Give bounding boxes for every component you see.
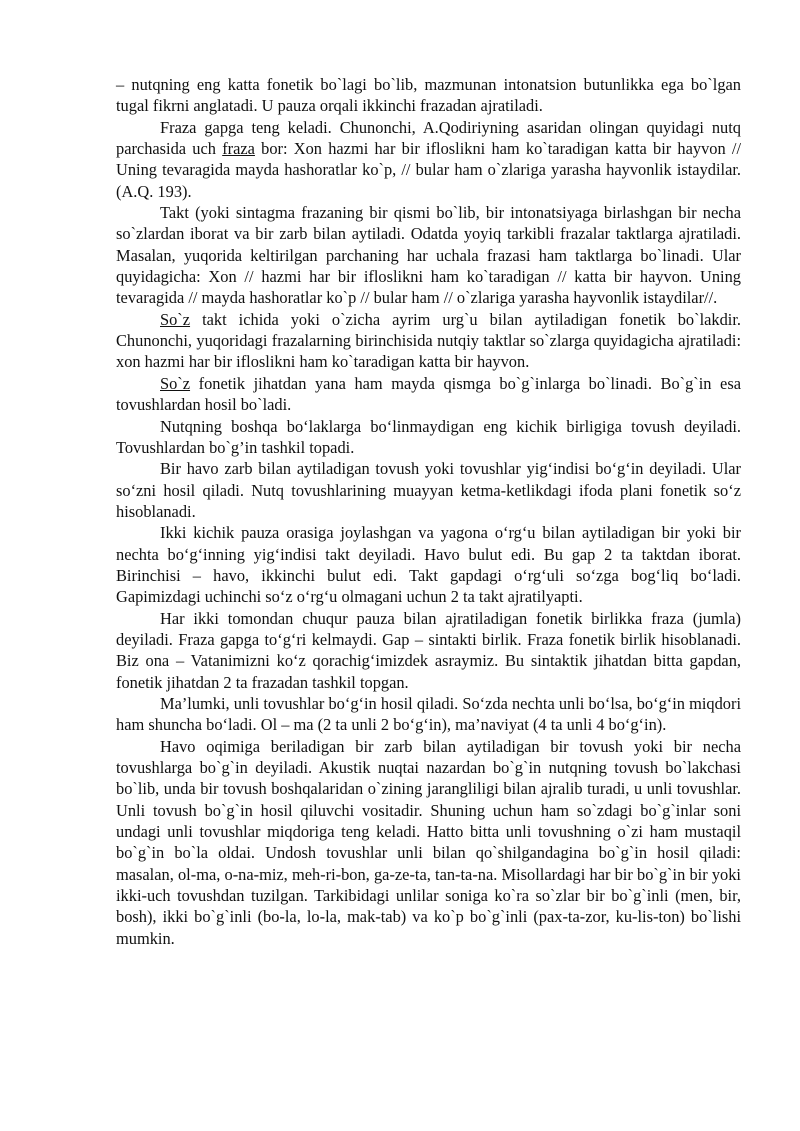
- paragraph-5: [116, 373, 741, 416]
- paragraph-4: [116, 309, 741, 373]
- paragraph-10: Ma’lumki, unli tovushlar bo‘g‘in hosil qiladi. So‘zda nechta unli bo‘lsa, bo‘g‘in miqdori ham shuncha bo‘ladi. Ol – ma (2 ta unli 2 bo‘g‘in), ma’naviyat (4 ta unli 4 bo‘g‘in).: [116, 693, 741, 735]
- paragraph-6: Nutqning boshqa bo‘laklarga bo‘linmaydigan eng kichik birligiga tovush deyiladi. Tovushlardan bo`g’in tashkil topadi.: [116, 416, 741, 457]
- paragraph-5-text: fonetik jihatdan yana ham mayda qismga bo`g`inlarga bo`linadi. Bo`g`in esa tovushlardan hosil bo`ladi.: [116, 373, 741, 415]
- soz-underlined-term-2: So`z: [160, 373, 191, 393]
- paragraph-11: Havo oqimiga beriladigan bir zarb bilan aytiladigan bir tovush yoki bir necha tovushlarga bo`g`in deyiladi. Akustik nuqtai nazardan bo`g`in nutqning tovush bo`lakchasi bo`lib, unda bir tovush boshqalaridan o`zining jarangliligi bilan ajralib turadi, u unli tovushlar. Unli tovush bo`g`in hosil qiluvchi vositadir. Shuning uchun ham so`zdagi bo`g`inlar soni undagi unli tovushlar miqdoriga teng keladi. Hatto bitta unli tovushning o`zi ham mustaqil bo`g`in bo`la oldai. Undosh tovushlar unli bilan qo`shilgandagina bo`g`in hosil qiladi: masalan, ol-ma, o-na-miz, meh-ri-bon, ga-ze-ta, tan-ta-na. Misollardagi har bir bo`g`in bir yoki ikki-uch tovushdan tuzilgan. Tarkibidagi unlilar soniga ko`ra so`zlar bir bo`g`inli (men, bir, bosh), ikki bo`g`inli (bo-la, lo-la, mak-tab) va ko`p bo`g`inli (pax-ta-zor, ku-lis-ton) bo`lishi mumkin.: [116, 736, 741, 948]
- paragraph-3: Takt (yoki sintagma frazaning bir qismi bo`lib, bir intonatsiyaga birlashgan bir necha so`zlardan iborat va bir zarb bilan aytiladi. Odatda yoyiq tarkibli frazalar taktlarga ajratiladi. Masalan, yuqorida keltirilgan parchaning har uchala frazasi ham taktlarga bo`linadi. Ular quyidagicha: Xon // hazmi har bir ifloslikni ham ko`taradigan // katta bir hayvon. Uning tevaragida // mayda hashoratlar ko`p // bular ham // o`zlariga yarasha hayvonlik istaydilar//.: [116, 203, 741, 308]
- soz-underlined-term: So`z: [160, 309, 191, 329]
- paragraph-7: Bir havo zarb bilan aytiladigan tovush yoki tovushlar yig‘indisi bo‘g‘in deyiladi. Ular so‘zni hosil qiladi. Nutq tovushlarining muayyan ketma-ketlikdagi ifoda plani fonetik so‘z hisoblanadi.: [116, 459, 741, 521]
- paragraph-1: – nutqning eng katta fonetik bo`lagi bo`lib, mazmunan intonatsion butunlikka ega bo`lgan tugal fikrni anglatadi. U pauza orqali ikkinchi frazadan ajratiladi.: [116, 75, 741, 116]
- fraza-underlined-term: fraza: [222, 139, 255, 159]
- paragraph-2: [116, 117, 741, 202]
- paragraph-9: Har ikki tomondan chuqur pauza bilan ajratiladigan fonetik birlikka fraza (jumla) deyiladi. Fraza gapga to‘g‘ri kelmaydi. Gap – sintakti birlik. Fraza fonetik birlik hisoblanadi. Biz ona – Vatanimizni ko‘z qorachig‘imizdek asraymiz. Bu sintaktik jihatdan bitta gapdan, fonetik jihatdan 2 ta frazadan tashkil topgan.: [116, 608, 741, 692]
- paragraph-2-text-a: Fraza gapga teng keladi. Chunonchi, A.Qodiriyning asaridan olingan quyidagi nutq parchasida uch: [116, 117, 741, 159]
- document-page: [116, 74, 741, 949]
- paragraph-8: Ikki kichik pauza orasiga joylashgan va yagona o‘rg‘u bilan aytiladigan bir yoki bir nechta bo‘g‘inning yig‘indisi takt deyiladi. Havo bulut edi. Bu gap 2 ta taktdan iborat. Birinchisi – havo, ikkinchi bulut edi. Takt gapdagi o‘rg‘uli so‘zga bog‘liq bo‘ladi. Gapimizdagi uchinchi so‘z o‘rg‘u olmagani uchun 2 ta takt ajratilyapti.: [116, 523, 741, 607]
- paragraph-2-text-b: bor: Xon hazmi har bir ifloslikni ham ko`taradigan katta bir hayvon // Uning tevaragida mayda hashoratlar ko`p, // bular ham o`zlariga yarasha hayvonlik istaydilar. (A.Q. 193).: [116, 139, 741, 201]
- paragraph-4-text: takt ichida yoki o`zicha ayrim urg`u bilan aytiladigan fonetik bo`lakdir. Chunonchi, yuqoridagi frazalarning birinchisida nutqiy taktlar so`zlarga quyidagicha ajratiladi: xon hazmi har bir ifloslikni ham ko`taradigan katta bir hayvon.: [116, 309, 741, 372]
